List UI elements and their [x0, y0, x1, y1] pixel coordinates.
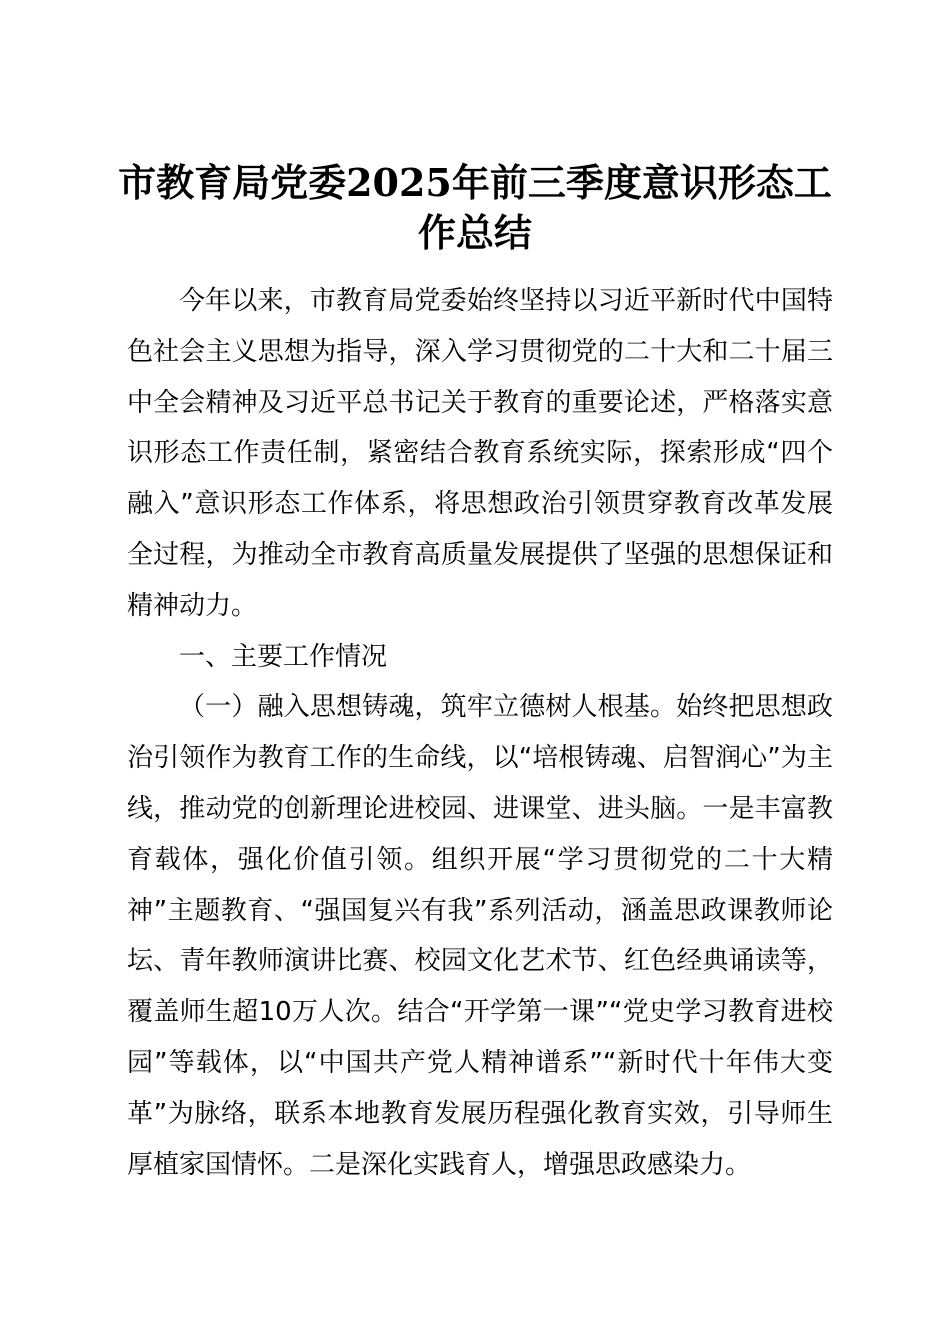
- section-paragraph: （一）融入思想铸魂，筑牢立德树人根基。始终把思想政治引领作为教育工作的生命线，以“培根铸魂、启智润心”为主线，推动党的创新理论进校园、进课堂、进头脑。一是丰富教育载体，强化价值引领。组织开展“学习贯彻党的二十大精神”主题教育、“强国复兴有我”系列活动，涵盖思政课教师论坛、青年教师演讲比赛、校园文化艺术节、红色经典诵读等，覆盖师生超10万人次。结合“开学第一课”“党史学习教育进校园”等载体，以“中国共产党人精神谱系”“新时代十年伟大变革”为脉络，联系本地教育发展历程强化教育实效，引导师生厚植家国情怀。二是深化实践育人，增强思政感染力。: [127, 692, 833, 1180]
- document-body: [127, 276, 833, 1190]
- intro-paragraph: 今年以来，市教育局党委始终坚持以习近平新时代中国特色社会主义思想为指导，深入学习贯彻党的二十大和二十届三中全会精神及习近平总书记关于教育的重要论述，严格落实意识形态工作责任制，紧密结合教育系统实际，探索形成“四个融入”意识形态工作体系，将思想政治引领贯穿教育改革发展全过程，为推动全市教育高质量发展提供了坚强的思想保证和精神动力。: [127, 286, 833, 621]
- section-heading: 一、主要工作情况: [179, 641, 388, 672]
- document-title: 市教育局党委2025年前三季度意识形态工作总结: [118, 160, 832, 255]
